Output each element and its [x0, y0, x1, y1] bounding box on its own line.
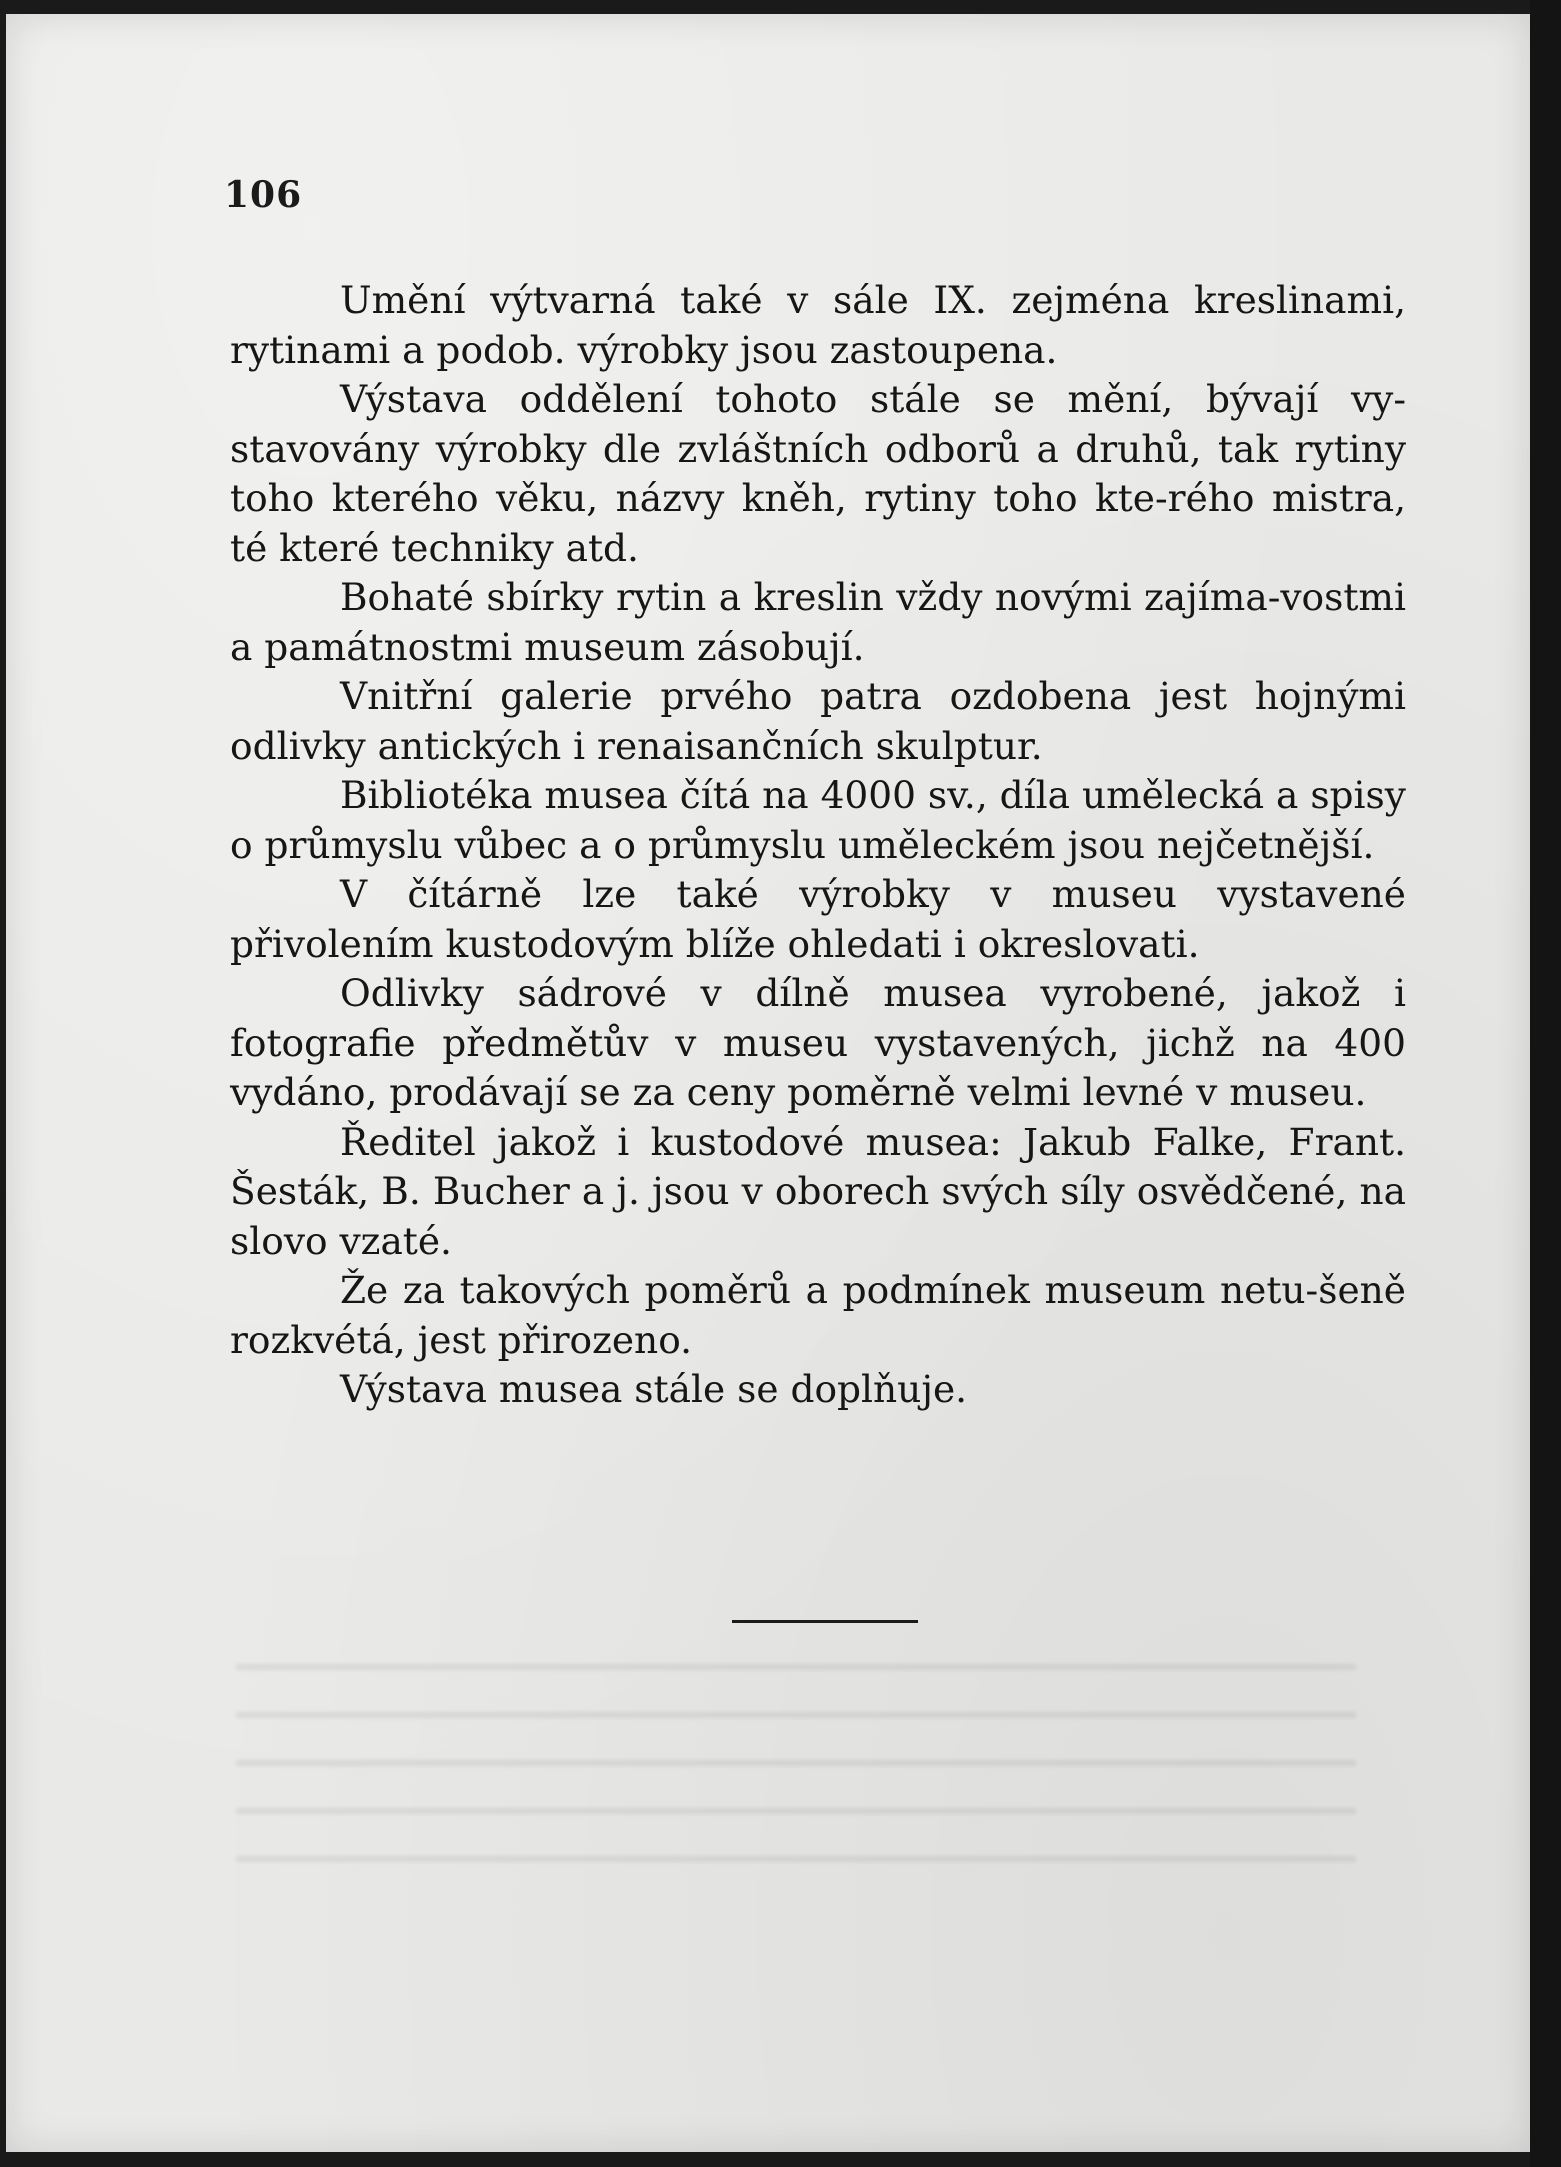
scan-edge	[1530, 0, 1561, 2167]
scanned-page	[6, 14, 1530, 2152]
body-text	[230, 276, 1406, 1415]
end-rule	[732, 1620, 918, 1623]
paragraph: Bibliotéka musea čítá na 4000 sv., díla umělecká a spisy o průmyslu vůbec a o průmyslu uměleckém jsou nejčetnější.	[230, 773, 1406, 867]
page-number: 106	[224, 174, 303, 216]
paragraph: Odlivky sádrové v dílně musea vyrobené, jakož i fotografie předmětův v museu vystavených, jichž na 400 vydáno, prodávají se za ceny poměrně velmi levné v museu.	[230, 971, 1406, 1114]
paragraph: Umění výtvarná také v sále IX. zejména kreslinami, rytinami a podob. výrobky jsou zastoupena.	[230, 278, 1406, 372]
paragraph: Ředitel jakož i kustodové musea: Jakub Falke, Frant. Šesták, B. Bucher a j. jsou v oborech svých síly osvědčené, na slovo vzaté.	[230, 1119, 1406, 1263]
show-through-text	[236, 1634, 1356, 1894]
paragraph: Bohaté sbírky rytin a kreslin vždy novými zajíma-vostmi a památnostmi museum zásobují.	[230, 575, 1406, 669]
paragraph: Výstava musea stále se doplňuje.	[340, 1367, 968, 1411]
paragraph: V čítárně lze také výrobky v museu vystavené přivolením kustodovým blíže ohledati i okreslovati.	[230, 872, 1406, 966]
paragraph: Vnitřní galerie prvého patra ozdobena jest hojnými odlivky antických i renaisančních skulptur.	[230, 674, 1406, 768]
paragraph: Výstava oddělení tohoto stále se mění, bývají vy-stavovány výrobky dle zvláštních odborů a druhů, tak rytiny toho kterého věku, názvy kněh, rytiny toho kte-rého mistra, té které techniky atd.	[230, 377, 1406, 570]
paragraph: Že za takových poměrů a podmínek museum netu-šeně rozkvétá, jest přirozeno.	[230, 1268, 1406, 1362]
